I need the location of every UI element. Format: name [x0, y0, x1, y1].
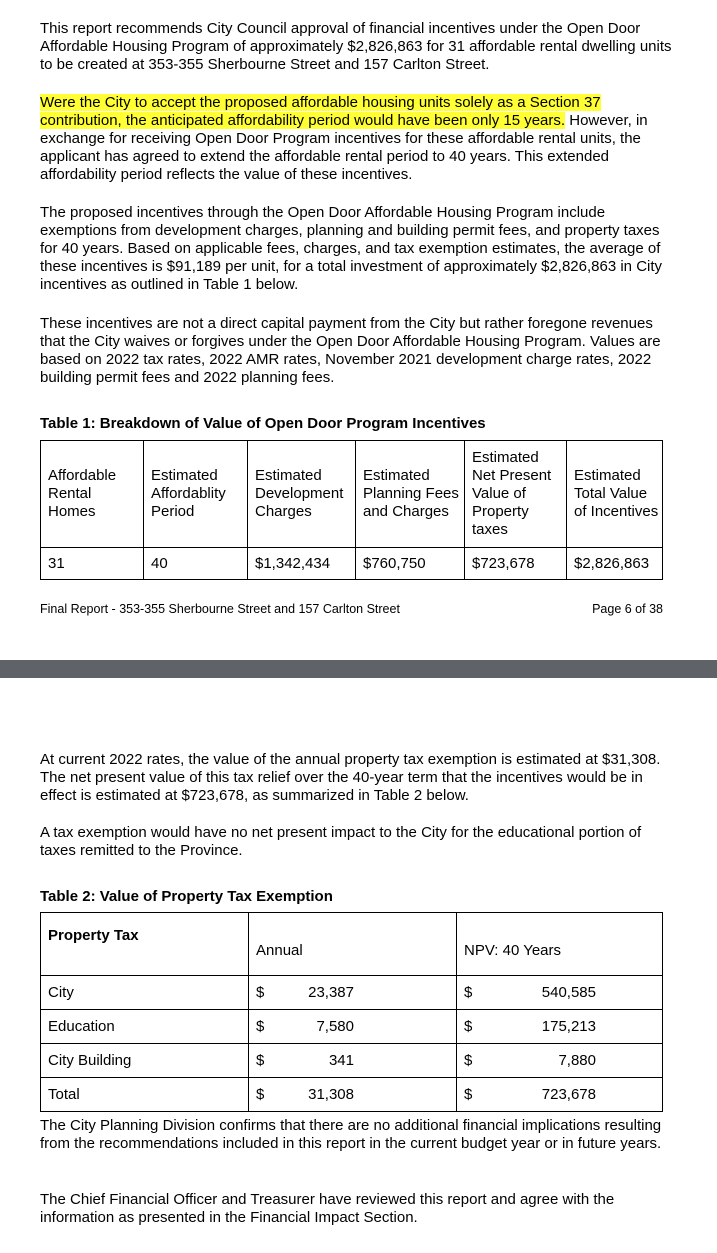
- annual-value: 341: [328, 1051, 354, 1069]
- header-annual: Annual: [249, 913, 457, 976]
- header-cell: Estimated Planning Fees and Charges: [356, 441, 465, 548]
- highlighted-text: Were the City to accept the proposed affordable housing units solely as a Section 37 contribution, the anticipated affordability period would have been only 15 years.: [40, 94, 601, 129]
- cell-development-charges: $1,342,434: [248, 548, 356, 580]
- annual-cell: [249, 1010, 457, 1044]
- table-row: [41, 1078, 663, 1112]
- header-cell: Estimated Net Present Value of Property taxes: [465, 441, 567, 548]
- annual-cell: [249, 1078, 457, 1112]
- cell-homes: 31: [41, 548, 144, 580]
- page-divider: [0, 660, 717, 678]
- currency-symbol: $: [464, 1085, 473, 1103]
- cell-property-taxes: $723,678: [465, 548, 567, 580]
- npv-cell: [457, 1044, 663, 1078]
- npv-value: 540,585: [541, 983, 596, 1001]
- foregone-revenue-paragraph: These incentives are not a direct capital payment from the City but rather foregone revenues that the City waives or forgives under the Open Door Affordable Housing Program. Values are based on 2022 tax rates, 2022 AMR rates, November 2021 development charge rates, 2022 building permit fees and 2022 planning fees.: [40, 315, 661, 386]
- affordability-paragraph: [40, 94, 680, 184]
- header-property-tax: Property Tax: [41, 913, 249, 976]
- annual-value: 7,580: [316, 1017, 354, 1035]
- cell-planning-fees: $760,750: [356, 548, 465, 580]
- npv-cell: [457, 1078, 663, 1112]
- cfo-paragraph: The Chief Financial Officer and Treasurer have reviewed this report and agree with the information as presented in the Financial Impact Section.: [40, 1191, 615, 1226]
- header-cell: Estimated Development Charges: [248, 441, 356, 548]
- annual-value: 23,387: [308, 983, 354, 1001]
- npv-value: 175,213: [541, 1017, 596, 1035]
- header-cell: Estimated Total Value of Incentives: [567, 441, 663, 548]
- currency-symbol: $: [256, 983, 265, 1001]
- npv-cell: [457, 976, 663, 1010]
- page-number: Page 6 of 38: [592, 602, 663, 616]
- table-row: [41, 1044, 663, 1078]
- intro-paragraph: This report recommends City Council approval of financial incentives under the Open Door Affordable Housing Program of approximately $2,826,863 for 31 affordable rental dwelling units to be created at 353-355 Sherbourne Street and 157 Carlton Street.: [40, 20, 672, 73]
- row-label: Total: [41, 1078, 249, 1112]
- incentives-paragraph: The proposed incentives through the Open Door Affordable Housing Program include exemptions from development charges, planning and building permit fees, and property taxes for 40 years. Based on applicable fees, charges, and tax exemption estimates, the average of these incentives is $91,189 per unit, for a total investment of approximately $2,826,863 in City incentives as outlined in Table 1 below.: [40, 204, 663, 293]
- table-row: [41, 976, 663, 1010]
- page-footer-title: Final Report - 353-355 Sherbourne Street and 157 Carlton Street: [40, 602, 400, 616]
- cell-period: 40: [144, 548, 248, 580]
- header-cell: Affordable Rental Homes: [41, 441, 144, 548]
- row-label: City: [41, 976, 249, 1010]
- header-cell: Estimated Affordablity Period: [144, 441, 248, 548]
- cell-total-value: $2,826,863: [567, 548, 663, 580]
- table-header-row: [41, 441, 663, 548]
- currency-symbol: $: [256, 1017, 265, 1035]
- npv-value: 7,880: [558, 1051, 596, 1069]
- annual-value: 31,308: [308, 1085, 354, 1103]
- property-tax-table: [40, 912, 663, 1112]
- row-label: Education: [41, 1010, 249, 1044]
- table-row: [41, 548, 663, 580]
- table-header-row: [41, 913, 663, 976]
- annual-cell: [249, 1044, 457, 1078]
- npv-value: 723,678: [541, 1085, 596, 1103]
- currency-symbol: $: [464, 1051, 473, 1069]
- table2-title: Table 2: Value of Property Tax Exemption: [40, 888, 333, 905]
- affordability-rest: However, in exchange for receiving Open Door Program incentives for these affordable rental units, the applicant has agreed to extend the affordable rental period to 40 years. This extended affordability period reflects the value of these incentives.: [40, 112, 648, 183]
- currency-symbol: $: [464, 1017, 473, 1035]
- incentives-table: [40, 440, 663, 580]
- tax-exemption-paragraph: At current 2022 rates, the value of the annual property tax exemption is estimated at $31,308. The net present value of this tax relief over the 40-year term that the incentives would be in effect is estimated at $723,678, as summarized in Table 2 below.: [40, 751, 661, 804]
- currency-symbol: $: [256, 1051, 265, 1069]
- currency-symbol: $: [464, 983, 473, 1001]
- header-npv: NPV: 40 Years: [457, 913, 663, 976]
- npv-cell: [457, 1010, 663, 1044]
- education-paragraph: A tax exemption would have no net present impact to the City for the educational portion of taxes remitted to the Province.: [40, 824, 642, 859]
- row-label: City Building: [41, 1044, 249, 1078]
- table1-title: Table 1: Breakdown of Value of Open Door Program Incentives: [40, 415, 486, 432]
- planning-division-paragraph: The City Planning Division confirms that there are no additional financial implications resulting from the recommendations included in this report in the current budget year or in future years.: [40, 1117, 662, 1152]
- annual-cell: [249, 976, 457, 1010]
- currency-symbol: $: [256, 1085, 265, 1103]
- table-row: [41, 1010, 663, 1044]
